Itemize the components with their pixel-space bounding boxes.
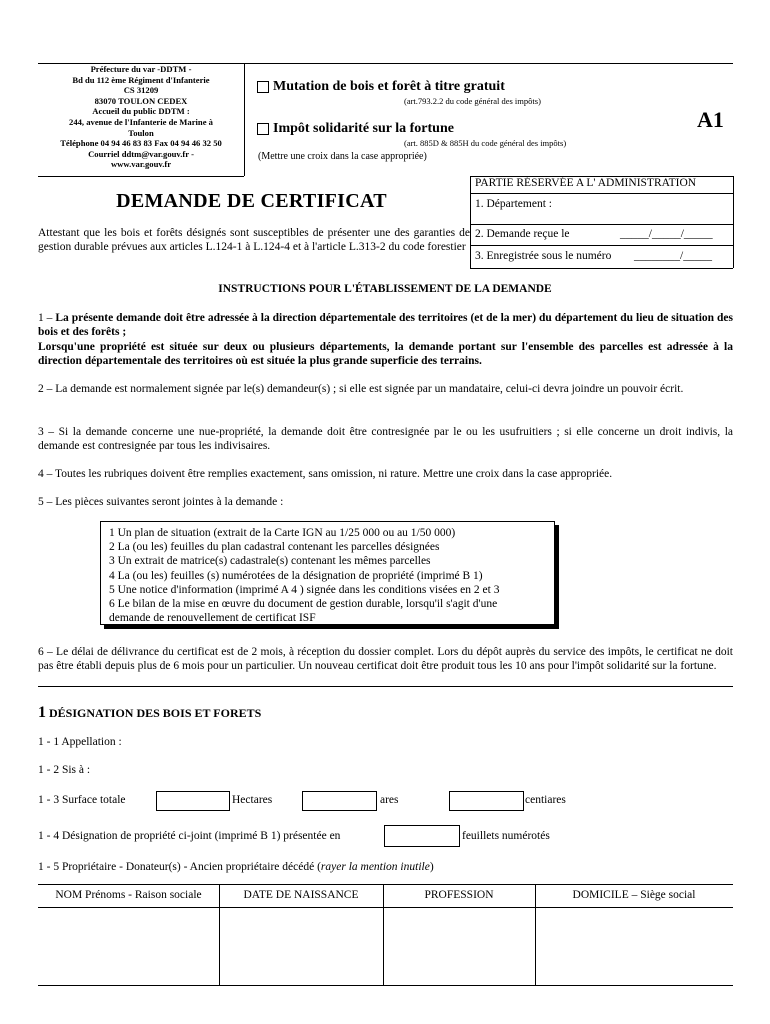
address-line: Téléphone 04 94 46 83 83 Fax 04 94 46 32 50 bbox=[60, 138, 222, 149]
address-line: Accueil du public DDTM : bbox=[92, 106, 190, 117]
address-line: 83070 TOULON CEDEX bbox=[94, 95, 188, 106]
required-documents-box bbox=[100, 521, 555, 625]
surface-label: 1 - 3 Surface totale bbox=[38, 794, 126, 806]
appellation-label: 1 - 1 Appellation : bbox=[38, 736, 122, 748]
section-number: 1 bbox=[38, 704, 46, 721]
document-item: 4 La (ou les) feuilles (s) numérotées de la désignation de propriété (imprimé B 1) bbox=[109, 569, 483, 582]
page-title: DEMANDE DE CERTIFICAT bbox=[116, 190, 387, 212]
column-header-nom: NOM Prénoms - Raison sociale bbox=[55, 889, 202, 901]
instruction-5: 5 – Les pièces suivantes seront jointes à la demande : bbox=[38, 496, 284, 508]
column-header-profession: PROFESSION bbox=[424, 889, 494, 901]
address-line: Préfecture du var -DDTM - bbox=[90, 64, 192, 74]
ares-input[interactable] bbox=[302, 791, 377, 811]
ares-unit: ares bbox=[380, 794, 399, 806]
admin-heading: PARTIE RÉSERVÉE A L' ADMINISTRATION bbox=[475, 177, 697, 189]
designation-label: 1 - 4 Désignation de propriété ci-joint (imprimé B 1) présentée en bbox=[38, 830, 341, 842]
admin-date-field[interactable]: _____/_____/_____ bbox=[620, 228, 713, 240]
instruction-1-bold2: Lorsqu'une propriété est située sur deux ou plusieurs départements, la demande portant sur l'ensemble des parcelles est adressée à la direction départementale des territoires où est située la plus grande superficie des terrains. bbox=[38, 340, 733, 367]
address-line: 244, avenue de l'Infanterie de Marine à bbox=[69, 116, 213, 127]
proprietaire-text: 1 - 5 Propriétaire - Donateur(s) - Ancien propriétaire décédé ( bbox=[38, 861, 321, 873]
proprietaire-italic: rayer la mention inutile bbox=[320, 861, 430, 873]
admin-departement: 1. Département : bbox=[475, 198, 552, 210]
section-1-title bbox=[38, 704, 261, 722]
feuillets-suffix: feuillets numérotés bbox=[462, 830, 550, 842]
address-line: CS 31209 bbox=[123, 85, 159, 96]
instructions-title: INSTRUCTIONS POUR L'ÉTABLISSEMENT DE LA DEMANDE bbox=[218, 283, 552, 295]
sis-a-label: 1 - 2 Sis à : bbox=[38, 764, 91, 776]
table-cell-date[interactable] bbox=[220, 908, 383, 984]
instruction-6: 6 – Le délai de délivrance du certificat est de 2 mois, à réception du dossier complet. Lors du dépôt auprès du service des impôts, le certificat ne doit pas être établi depuis plus de 6 mois pour un particulier. Un nouveau certificat doit être produit tous les 10 ans pour l'impôt solidarité sur la fortune. bbox=[38, 646, 733, 673]
table-cell-profession[interactable] bbox=[384, 908, 535, 984]
table-cell-nom[interactable] bbox=[38, 908, 219, 984]
instruction-2: 2 – La demande est normalement signée par le(s) demandeur(s) ; si elle est signée par un mandataire, celui-ci devra joindre un pouvoir écrit. bbox=[38, 383, 684, 395]
document-item: 6 Le bilan de la mise en œuvre du document de gestion durable, lorsqu'il s'agit d'une bbox=[109, 598, 498, 611]
attestation-text: Attestant que les bois et forêts désignés sont susceptibles de présenter une des garanties de gestion durable prévues aux articles L.124-1 à L.124-4 et à l'article L.313-2 du code forestier bbox=[38, 227, 470, 253]
address-line: Toulon bbox=[128, 127, 154, 138]
form-code: A1 bbox=[697, 107, 724, 132]
address-line: www.var.gouv.fr bbox=[110, 159, 172, 170]
column-header-date: DATE DE NAISSANCE bbox=[243, 889, 359, 901]
instruction-4: 4 – Toutes les rubriques doivent être remplies exactement, sans omission, ni rature. Mettre une croix dans la case appropriée. bbox=[38, 468, 613, 480]
centiares-input[interactable] bbox=[449, 791, 524, 811]
document-item: 3 Un extrait de matrice(s) cadastrale(s) contenant les mêmes parcelles bbox=[109, 555, 431, 568]
mutation-checkbox[interactable] bbox=[257, 81, 269, 93]
document-item: 1 Un plan de situation (extrait de la Carte IGN au 1/25 000 ou au 1/50 000) bbox=[109, 527, 456, 539]
table-cell-domicile[interactable] bbox=[536, 908, 733, 984]
hectares-unit: Hectares bbox=[232, 794, 273, 806]
option-mutation[interactable] bbox=[257, 79, 505, 95]
isf-checkbox[interactable] bbox=[257, 123, 269, 135]
option-isf[interactable] bbox=[257, 121, 454, 137]
isf-label: Impôt solidarité sur la fortune bbox=[273, 121, 454, 136]
hectares-input[interactable] bbox=[156, 791, 230, 811]
proprietaire-label bbox=[38, 861, 434, 873]
admin-number-field[interactable]: ________/_____ bbox=[634, 250, 712, 262]
cross-note: (Mettre une croix dans la case appropriée) bbox=[258, 151, 427, 162]
document-item: 2 La (ou les) feuilles du plan cadastral contenant les parcelles désignées bbox=[109, 541, 440, 554]
address-line: Bd du 112 ème Régiment d'Infanterie bbox=[72, 74, 210, 85]
column-header-domicile: DOMICILE – Siège social bbox=[572, 889, 696, 901]
isf-reference: (art. 885D & 885H du code général des impôts) bbox=[404, 138, 567, 148]
instruction-1-prefix: 1 – bbox=[38, 312, 56, 324]
admin-date-label: 2. Demande reçue le bbox=[475, 228, 570, 240]
address-line: Courriel ddtm@var.gouv.fr - bbox=[88, 148, 194, 159]
mutation-label: Mutation de bois et forêt à titre gratuit bbox=[273, 79, 505, 94]
instruction-1 bbox=[38, 311, 733, 368]
centiares-unit: centiares bbox=[525, 794, 566, 806]
prefecture-address bbox=[40, 64, 242, 170]
proprietaire-end: ) bbox=[429, 861, 434, 873]
instruction-1-bold: La présente demande doit être adressée à la direction départementale des territoires (et de la mer) du département du lieu de situation des bois et des forêts ; bbox=[38, 312, 733, 339]
mutation-reference: (art.793.2.2 du code général des impôts) bbox=[404, 96, 541, 106]
admin-number-label: 3. Enregistrée sous le numéro bbox=[475, 250, 612, 262]
section-title-text: DÉSIGNATION DES BOIS ET FORETS bbox=[49, 706, 262, 720]
feuillets-count-input[interactable] bbox=[384, 825, 460, 847]
document-item: 5 Une notice d'information (imprimé A 4 ) signée dans les conditions visées en 2 et 3 bbox=[109, 583, 500, 596]
instruction-3: 3 – Si la demande concerne une nue-propriété, la demande doit être contresignée par le ou les usufruitiers ; si elle concerne un droit indivis, la demande est contresignée par tous les indivisaires. bbox=[38, 426, 733, 453]
document-item: demande de renouvellement de certificat ISF bbox=[109, 612, 316, 625]
